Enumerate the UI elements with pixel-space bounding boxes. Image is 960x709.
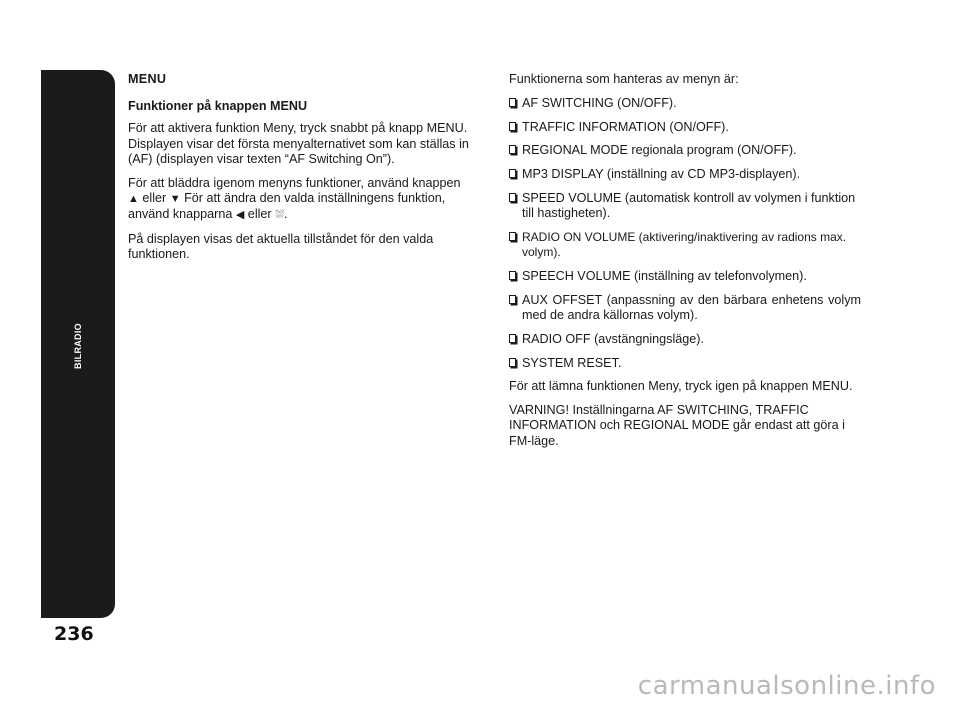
page-number: 236	[54, 623, 94, 645]
browse-text-1: För att bläddra igenom menyns funktioner, använd knappen	[128, 175, 461, 190]
list-item-text: RADIO OFF (avstängningsläge).	[522, 331, 704, 346]
list-item-text: REGIONAL MODE regionala program (ON/OFF).	[522, 143, 797, 158]
list-item	[509, 143, 861, 158]
checkbox-bullet-icon	[509, 358, 516, 367]
down-arrow-icon: ▼	[169, 192, 181, 205]
list-item-text: MP3 DISPLAY (inställning av CD MP3-displayen).	[522, 167, 801, 182]
checkbox-bullet-icon	[509, 193, 516, 202]
menu-intro: Funktionerna som hanteras av menyn är:	[509, 72, 739, 86]
list-item-text: TRAFFIC INFORMATION (ON/OFF).	[522, 119, 729, 134]
checkbox-bullet-icon	[509, 169, 516, 178]
watermark: carmanualsonline.info	[637, 671, 936, 701]
left-arrow-icon: ◀	[235, 209, 245, 222]
list-item	[509, 191, 861, 221]
section-subheading: Funktioner på knappen MENU	[128, 99, 308, 114]
checkbox-bullet-icon	[509, 98, 516, 107]
list-item-text: AF SWITCHING (ON/OFF).	[522, 95, 677, 110]
paragraph-browse	[128, 176, 473, 224]
right-column	[509, 72, 861, 457]
left-column	[128, 72, 473, 271]
browse-text-4: eller	[244, 207, 276, 222]
list-item	[509, 230, 861, 260]
list-item	[509, 293, 861, 323]
list-item-text: SPEED VOLUME (automatisk kontroll av volymen i funktion till hastigheten).	[522, 190, 856, 221]
list-item	[509, 120, 861, 135]
browse-text-2: eller	[138, 190, 170, 205]
checkbox-bullet-icon	[509, 295, 516, 304]
checkbox-bullet-icon	[509, 232, 516, 241]
list-item	[509, 96, 861, 111]
list-item-text: AUX OFFSET (anpassning av den bärbara enhetens volym med de andra källornas volym).	[522, 292, 861, 322]
section-label: BILRADIO	[73, 323, 83, 369]
browse-text-5: .	[283, 207, 288, 222]
browse-text-3: För att ändra den valda inställningens funktion, använd knapparna	[128, 190, 446, 222]
list-item-text: RADIO ON VOLUME (aktivering/inaktivering av radions max. volym).	[522, 229, 847, 260]
list-item-text: SPEECH VOLUME (inställning av telefonvolymen).	[522, 268, 807, 283]
exit-menu-paragraph: För att lämna funktionen Meny, tryck igen på knappen MENU.	[509, 379, 853, 394]
list-item	[509, 167, 861, 182]
list-item	[509, 356, 861, 371]
checkbox-bullet-icon	[509, 334, 516, 343]
up-arrow-icon: ▲	[128, 192, 139, 205]
checkbox-bullet-icon	[509, 122, 516, 131]
list-item-text: SYSTEM RESET.	[522, 355, 622, 370]
checkbox-bullet-icon	[509, 145, 516, 154]
right-button-icon: ⛆	[275, 209, 284, 222]
list-item	[509, 332, 861, 347]
warning-paragraph: VARNING! Inställningarna AF SWITCHING, TRAFFIC INFORMATION och REGIONAL MODE går endast att göra i FM-läge.	[509, 403, 845, 448]
paragraph-activate: För att aktivera funktion Meny, tryck snabbt på knapp MENU. Displayen visar det första menyalternativet som kan ställas in (AF) (displayen visar texten “AF Switching On”).	[128, 121, 469, 166]
list-item	[509, 269, 861, 284]
paragraph-display-state: På displayen visas det aktuella tillståndet för den valda funktionen.	[128, 231, 434, 262]
checkbox-bullet-icon	[509, 271, 516, 280]
section-heading: MENU	[128, 72, 167, 86]
